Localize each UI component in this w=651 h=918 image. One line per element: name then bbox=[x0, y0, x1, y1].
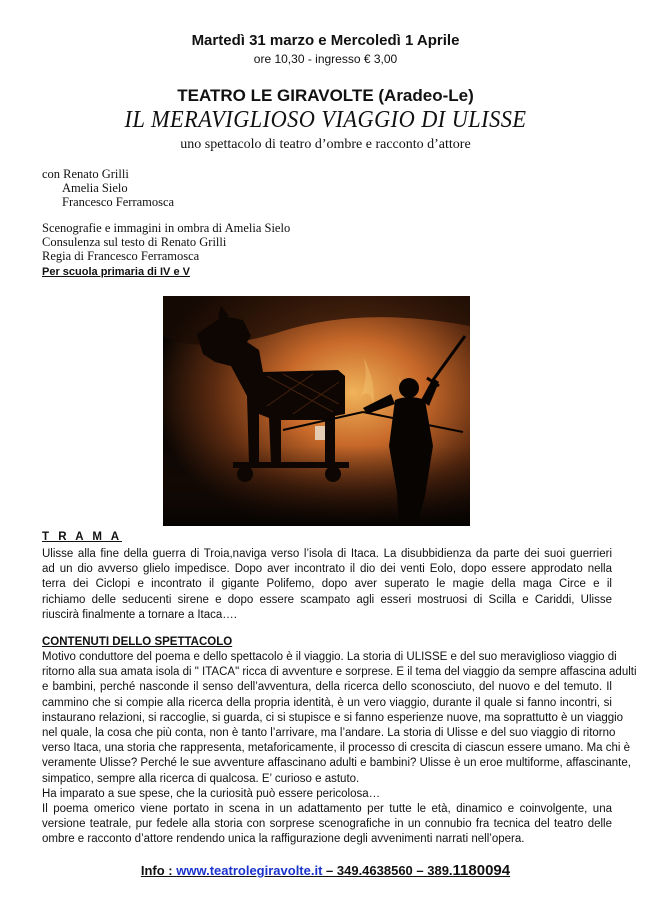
contenuti-line: verso Itaca, una storia che rappresenta, metaforicamente, il processo di crescita di ciascun essere umano. Ma chi è bbox=[42, 742, 631, 755]
contenuti-line: ombre e racconto d’attore rendendo unica la raffigurazione degli avvenimenti narrati nell’opera. bbox=[42, 833, 525, 846]
phone-number-end: 1180094 bbox=[452, 862, 511, 879]
contenuti-line: ritorno alla sua amata isola di " ITACA" ricca di avventure e sorprese. E il tema del viaggio da sempre affascina adulti bbox=[42, 666, 637, 679]
contenuti-line: nel quale, la cosa che più conta, non è tanto l’arrivare, ma l’andare. La storia di Ulisse e del suo viaggio di ritorno bbox=[42, 727, 616, 740]
trama-line: ad un dio avverso glielo impedisce. Dopo aver incontrato il dio dei venti Eolo, dopo essere approdato nella bbox=[42, 563, 612, 576]
target-audience: Per scuola primaria di IV e V bbox=[42, 266, 190, 278]
trama-paragraph bbox=[42, 547, 612, 623]
event-dates: Martedì 31 marzo e Mercoledì 1 Aprile bbox=[191, 32, 460, 49]
contact-info bbox=[0, 862, 651, 879]
trama-heading: T R A M A bbox=[42, 531, 123, 543]
credit-scenography: Scenografie e immagini in ombra di Amelia Sielo bbox=[42, 221, 291, 235]
contenuti-line: veramente Ulisse? Perché le sue avventure affascinano adulti e bambini? Ulisse è un eroe multiforme, affascinante, bbox=[42, 757, 631, 770]
website-link[interactable]: www.teatrolegiravolte.it bbox=[176, 863, 323, 878]
cast-member-3: Francesco Ferramosca bbox=[62, 195, 175, 209]
show-subtitle: uno spettacolo di teatro d’ombre e racconto d’attore bbox=[180, 137, 471, 152]
contenuti-line: instaurano relazioni, si raccoglie, si guarda, ci si stupisce e si fanno esperienze nuove, ma soprattutto è un viaggio bbox=[42, 711, 624, 724]
cast-member-1: con Renato Grilli bbox=[42, 167, 129, 181]
trama-line: terra dei Ciclopi e incontrato il gigante Polifemo, dopo aver superato le magie della maga Circe e il bbox=[42, 578, 612, 591]
contenuti-paragraph bbox=[42, 650, 637, 848]
contenuti-line: Il poema omerico viene portato in scena in un adattamento per tutte le età, dinamico e coinvolgente, una bbox=[42, 803, 612, 816]
contenuti-line: simpatico, sempre alla ricerca di qualcosa. E’ curioso e astuto. bbox=[42, 772, 360, 785]
credit-text-consultant: Consulenza sul testo di Renato Grilli bbox=[42, 235, 227, 249]
show-title: IL MERAVIGLIOSO VIAGGIO DI ULISSE bbox=[124, 107, 527, 133]
trama-line: riuscirà finalmente a tornare a Itaca…. bbox=[42, 608, 237, 621]
credit-director: Regia di Francesco Ferramosca bbox=[42, 249, 200, 263]
time-and-price: ore 10,30 - ingresso € 3,00 bbox=[253, 52, 398, 66]
contenuti-line: e bambini, perché nasconde il senso dell’avventura, della ricerca dello sconosciuto, del nuovo e del temuto. Il bbox=[42, 681, 612, 694]
shadow-theatre-photo bbox=[163, 296, 470, 526]
trama-line: richiamo delle seducenti sirene e dopo essere scampato agli esseri mostruosi di Scilla e Cariddi, Ulisse bbox=[42, 593, 612, 606]
trama-line: Ulisse alla fine della guerra di Troia,naviga verso l’isola di Itaca. La disubbidienza da parte dei suoi guerrieri bbox=[42, 548, 612, 560]
contenuti-line: cammino che si compie alla ricerca della propria identità, è un vero viaggio, durante il quale si fanno incontri, si bbox=[42, 696, 612, 709]
contenuti-line: versione teatrale, pur fedele alla storia con sorprese scenografiche in un connubio fra tecnica del teatro delle bbox=[42, 818, 612, 831]
theater-name: TEATRO LE GIRAVOLTE (Aradeo-Le) bbox=[177, 86, 474, 105]
cast-member-2: Amelia Sielo bbox=[62, 181, 128, 195]
contenuti-line: Ha imparato a sue spese, che la curiosità può essere pericolosa… bbox=[42, 787, 381, 800]
contenuti-heading: CONTENUTI DELLO SPETTACOLO bbox=[42, 636, 233, 648]
info-label: Info : bbox=[140, 863, 177, 878]
phone-numbers: – 349.4638560 – 389. bbox=[322, 863, 453, 878]
contenuti-line: Motivo conduttore del poema e dello spettacolo è il viaggio. La storia di ULISSE e del suo meraviglioso viaggio di bbox=[42, 651, 617, 663]
